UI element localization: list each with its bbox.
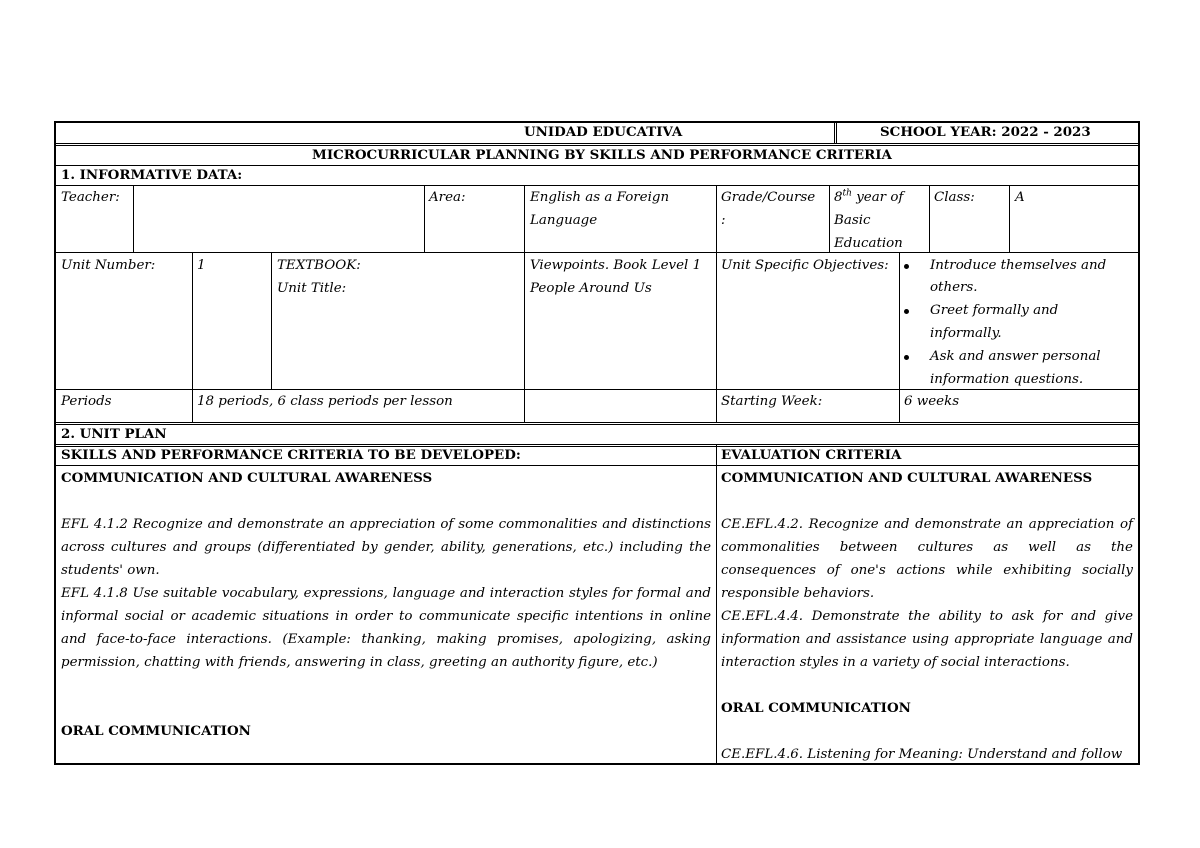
col-line [829, 185, 830, 253]
row-line [54, 143, 1140, 144]
document-title: MICROCURRICULAR PLANNING BY SKILLS AND PERFORMANCE CRITERIA [312, 147, 892, 163]
col-line [424, 185, 425, 253]
area-label: Area: [429, 190, 466, 205]
col-line [133, 185, 134, 253]
grade-suffix: year of [851, 190, 904, 205]
right-heading-communication: COMMUNICATION AND CULTURAL AWARENESS [721, 470, 1093, 486]
grade-value-line3: Education [834, 236, 903, 251]
objective-2-line1: Greet formally and [930, 303, 1059, 318]
right-criterion-ce-efl-4-6: CE.EFL.4.6. Listening for Meaning: Understand and follow [721, 747, 1123, 762]
row-line [54, 252, 1140, 253]
grade-value-line1 [834, 186, 903, 209]
unit-plan-section-title: 2. UNIT PLAN [61, 426, 167, 442]
right-criterion-ce-efl-4-4: CE.EFL.4.4. Demonstrate the ability to ask for and give information and assistance using appropriate language and interaction styles in a variety of social interactions. [721, 609, 1133, 670]
grade-ordinal: th [842, 188, 852, 199]
bullet-icon [904, 309, 909, 314]
objective-2-line2: informally. [930, 326, 1002, 341]
objective-1-line1: Introduce themselves and [930, 258, 1107, 273]
objective-3-line2: information questions. [930, 372, 1084, 387]
teacher-label: Teacher: [61, 190, 120, 205]
grade-label-line1: Grade/Course [721, 190, 816, 205]
bullet-icon [904, 264, 909, 269]
periods-label: Periods [61, 394, 112, 409]
grade-number: 8 [834, 190, 843, 205]
col-line [716, 185, 717, 423]
class-value: A [1015, 190, 1025, 205]
row-line [54, 424, 1140, 425]
evaluation-header: EVALUATION CRITERIA [721, 447, 902, 463]
school-name: UNIDAD EDUCATIVA [524, 124, 683, 140]
col-line [271, 252, 272, 390]
bullet-icon [904, 355, 909, 360]
col-line [716, 444, 717, 765]
objective-1-line2: others. [930, 280, 978, 295]
col-line [192, 252, 193, 423]
unit-number-label: Unit Number: [61, 258, 156, 273]
left-skill-efl-4-1-2: EFL 4.1.2 Recognize and demonstrate an appreciation of some commonalities and distinctions across cultures and groups (differentiated by gender, ability, generations, etc.) including the students' own. [61, 517, 711, 578]
objectives-label: Unit Specific Objectives: [721, 258, 889, 273]
area-value-line1: English as a Foreign [530, 190, 670, 205]
grade-label-line2: : [721, 213, 726, 228]
col-line [524, 185, 525, 423]
row-line [54, 422, 1140, 423]
class-label: Class: [934, 190, 975, 205]
col-line [1009, 185, 1010, 253]
unit-number-value: 1 [197, 258, 206, 273]
col-line [836, 121, 837, 144]
col-line [834, 121, 835, 144]
right-heading-oral: ORAL COMMUNICATION [721, 700, 911, 716]
left-skill-efl-4-1-8: EFL 4.1.8 Use suitable vocabulary, expressions, language and interaction styles for formal and informal social or academic situations in order to communicate specific intentions in online and face-to-face interactions. (Example: thanking, making promises, apologizing, asking permission, chatting with friends, answering in class, greeting an authority figure, etc.) [61, 586, 711, 670]
starting-week-value: 6 weeks [904, 394, 960, 409]
left-heading-communication: COMMUNICATION AND CULTURAL AWARENESS [61, 470, 433, 486]
border-outer-left [54, 121, 56, 765]
school-year: SCHOOL YEAR: 2022 - 2023 [880, 124, 1091, 140]
textbook-value: Viewpoints. Book Level 1 [530, 258, 702, 273]
starting-week-label: Starting Week: [721, 394, 823, 409]
unit-title-label: Unit Title: [277, 281, 347, 296]
right-criterion-ce-efl-4-2: CE.EFL.4.2. Recognize and demonstrate an appreciation of commonalities between cultures as well as the consequences of one's actions while exhibiting socially responsible behaviors. [721, 517, 1133, 601]
unit-title-value: People Around Us [530, 281, 652, 296]
col-line [929, 185, 930, 253]
area-value-line2: Language [530, 213, 598, 228]
objective-3-line1: Ask and answer personal [930, 349, 1101, 364]
border-outer-right [1138, 121, 1140, 765]
left-heading-oral: ORAL COMMUNICATION [61, 723, 251, 739]
col-line [899, 252, 900, 423]
textbook-label: TEXTBOOK: [277, 258, 361, 273]
skills-header: SKILLS AND PERFORMANCE CRITERIA TO BE DEVELOPED: [61, 447, 521, 463]
periods-value: 18 periods, 6 class periods per lesson [197, 394, 453, 409]
informative-section-title: 1. INFORMATIVE DATA: [61, 167, 243, 183]
grade-value-line2: Basic [834, 213, 871, 228]
